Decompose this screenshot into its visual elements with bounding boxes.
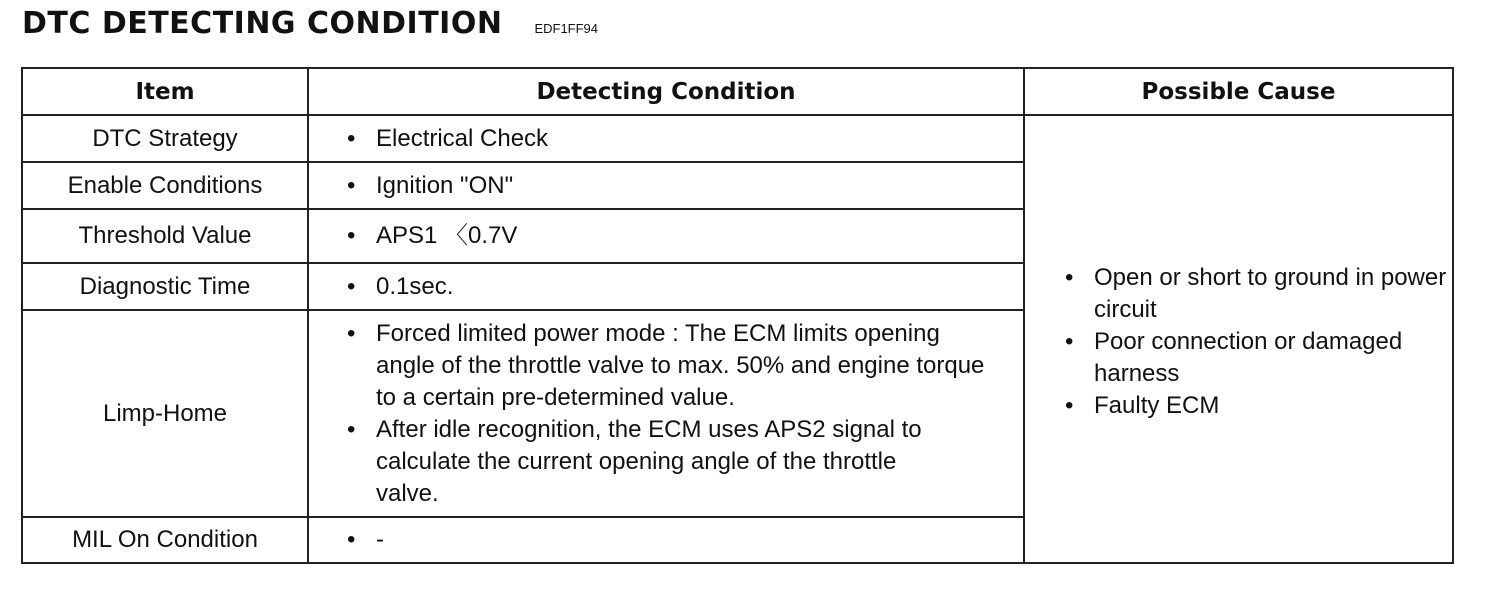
header-possible-cause: Possible Cause — [1024, 68, 1453, 115]
condition-bullet: • - — [347, 524, 1023, 556]
cause-bullet: • Poor connection or damaged harness — [1065, 326, 1452, 390]
document-code: EDF1FF94 — [534, 21, 599, 36]
condition-bullet: • Forced limited power mode : The ECM limits opening angle of the throttle valve to max. 50% and engine torque to a certain pre-determined value. — [347, 318, 986, 414]
table-header-row — [22, 68, 1453, 115]
condition-bullet: • Ignition "ON" — [347, 170, 1023, 202]
row-item-label: Limp-Home — [22, 310, 308, 517]
dtc-table — [21, 67, 1454, 564]
row-condition — [308, 310, 1024, 517]
page-title: DTC DETECTING CONDITION — [22, 6, 503, 41]
condition-bullet: • 0.1sec. — [347, 271, 1023, 303]
row-item-label: MIL On Condition — [22, 517, 308, 563]
page-header — [22, 6, 598, 41]
table-row — [22, 115, 1453, 162]
possible-cause-cell — [1024, 115, 1453, 563]
cause-bullet: • Open or short to ground in power circuit — [1065, 262, 1452, 326]
condition-bullet: • Electrical Check — [347, 123, 1023, 155]
header-detecting-condition: Detecting Condition — [308, 68, 1024, 115]
condition-bullet: • After idle recognition, the ECM uses APS2 signal to calculate the current opening angle of the throttle valve. — [347, 414, 936, 510]
row-condition — [308, 517, 1024, 563]
condition-bullet: • APS1 〈0.7V — [347, 220, 1023, 252]
row-item-label: Threshold Value — [22, 209, 308, 263]
row-item-label: Diagnostic Time — [22, 263, 308, 310]
cause-bullet: • Faulty ECM — [1065, 390, 1452, 422]
header-item: Item — [22, 68, 308, 115]
row-condition — [308, 115, 1024, 162]
row-condition — [308, 162, 1024, 209]
row-item-label: DTC Strategy — [22, 115, 308, 162]
row-condition — [308, 263, 1024, 310]
row-condition — [308, 209, 1024, 263]
row-item-label: Enable Conditions — [22, 162, 308, 209]
